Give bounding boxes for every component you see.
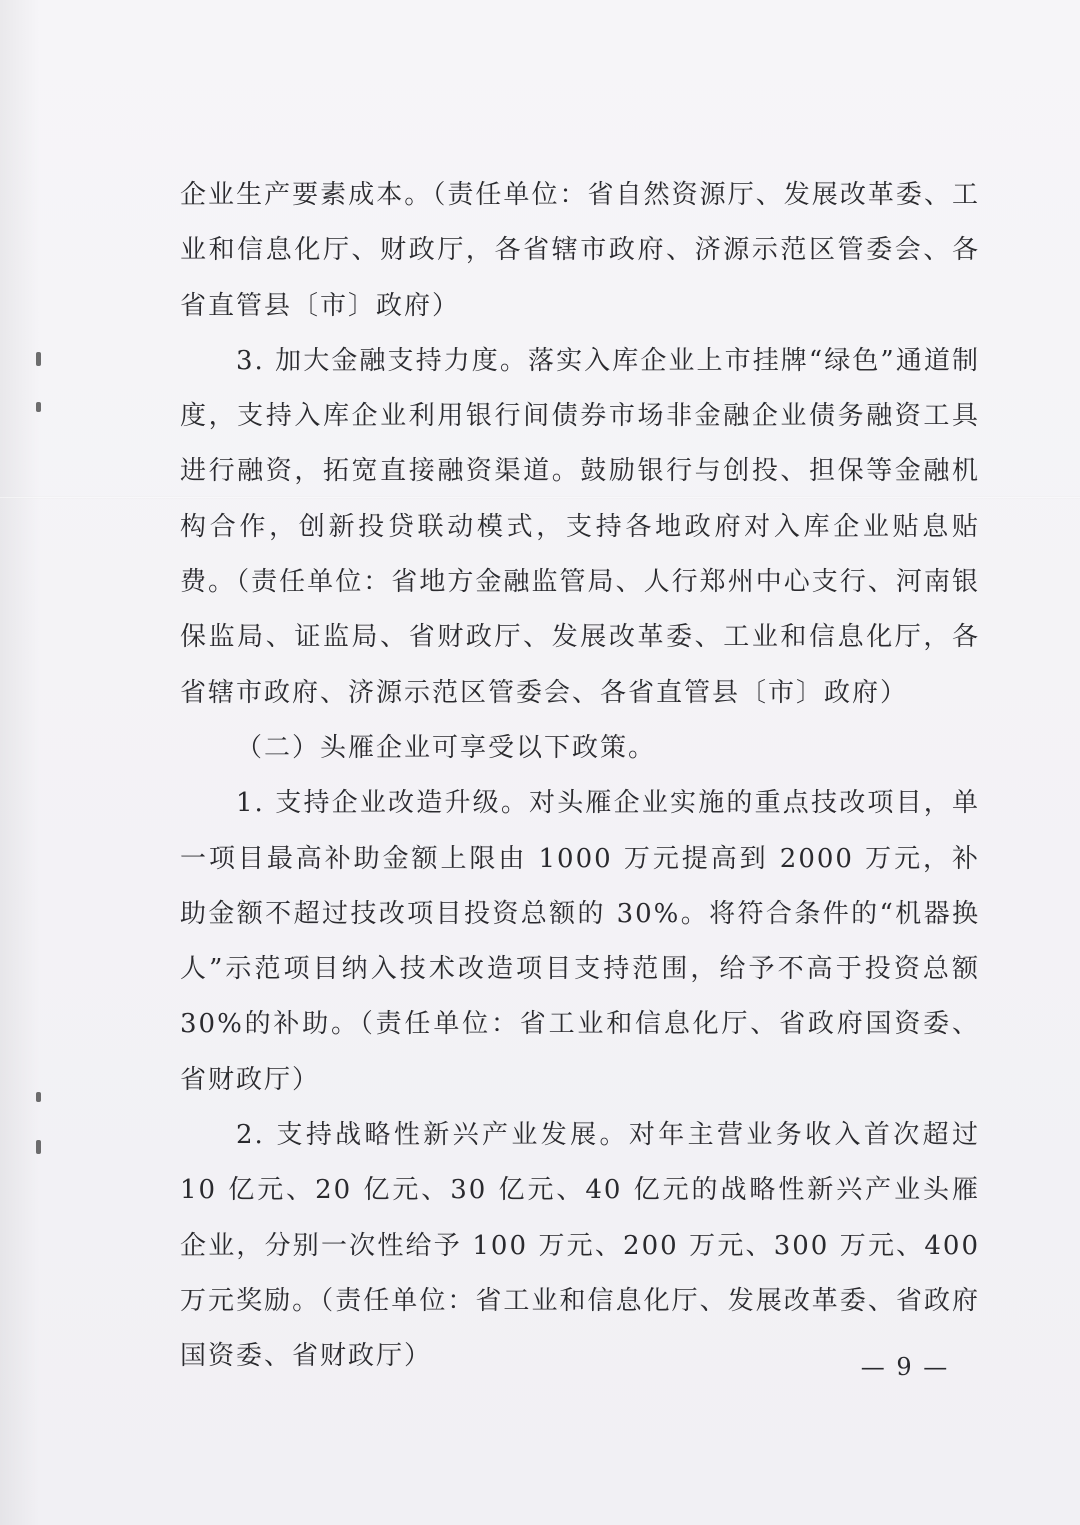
binding-mark	[36, 1092, 41, 1102]
document-body	[180, 168, 980, 1385]
paragraph-upgrade-support: 1. 支持企业改造升级。对头雁企业实施的重点技改项目，单一项目最高补助金额上限由 1000 万元提高到 2000 万元，补助金额不超过技改项目投资总额的 30%。将符合条件的“机器换人”示范项目纳入技术改造项目支持范围，给予不高于投资总额 30%的补助。（责任单位：省工业和信息化厅、省政府国资委、省财政厅）	[180, 788, 980, 1095]
binding-mark	[36, 352, 41, 366]
binding-mark	[36, 1140, 41, 1154]
page-number: — 9 —	[860, 1353, 950, 1381]
paragraph-emerging-industry: 2. 支持战略性新兴产业发展。对年主营业务收入首次超过 10 亿元、20 亿元、30 亿元、40 亿元的战略性新兴产业头雁企业，分别一次性给予 100 万元、200 万元、300 万元、400 万元奖励。（责任单位：省工业和信息化厅、发展改革委、省政府国资委、省财政厅）	[180, 1120, 980, 1372]
paragraph-financial-support: 3. 加大金融支持力度。落实入库企业上市挂牌“绿色”通道制度，支持入库企业利用银行间债券市场非金融企业债务融资工具进行融资，拓宽直接融资渠道。鼓励银行与创投、担保等金融机构合作，创新投贷联动模式，支持各地政府对入库企业贴息贴费。（责任单位：省地方金融监管局、人行郑州中心支行、河南银保监局、证监局、省财政厅、发展改革委、工业和信息化厅，各省辖市政府、济源示范区管委会、各省直管县〔市〕政府）	[180, 345, 980, 708]
binding-mark	[36, 402, 41, 412]
paragraph-continuation: 企业生产要素成本。（责任单位：省自然资源厅、发展改革委、工业和信息化厅、财政厅，各省辖市政府、济源示范区管委会、各省直管县〔市〕政府）	[180, 180, 980, 321]
section-heading-lead-enterprises: （二）头雁企业可享受以下政策。	[236, 732, 657, 763]
